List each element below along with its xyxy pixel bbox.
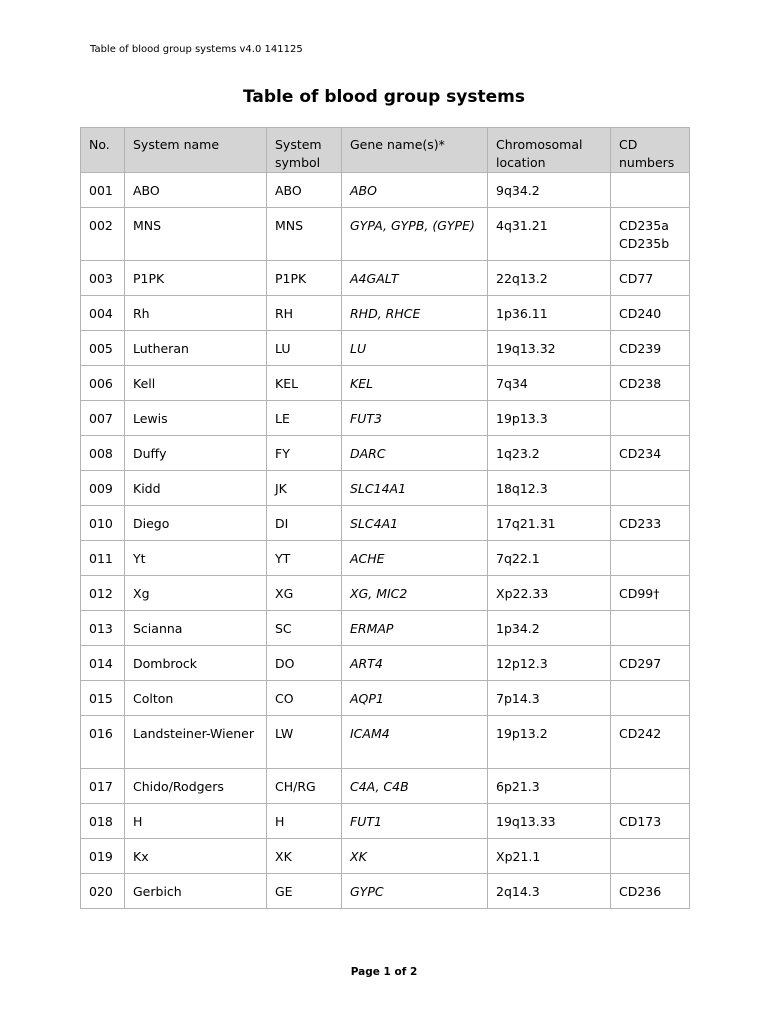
cell-chromosomal-location: 19q13.33: [488, 804, 611, 839]
cell-gene-names: SLC14A1: [342, 471, 488, 506]
table-row: [81, 436, 690, 471]
table-row: [81, 506, 690, 541]
cell-chromosomal-location: 19p13.3: [488, 401, 611, 436]
cell-system-name: Lewis: [125, 401, 267, 436]
cell-cd-numbers: [611, 681, 690, 716]
cell-no: 007: [81, 401, 125, 436]
cell-system-name: Kell: [125, 366, 267, 401]
cell-system-name: Duffy: [125, 436, 267, 471]
cell-no: 004: [81, 296, 125, 331]
table-row: [81, 646, 690, 681]
cell-system-name: Diego: [125, 506, 267, 541]
cell-system-name: Landsteiner-Wiener: [125, 716, 267, 769]
cell-system-symbol: DI: [267, 506, 342, 541]
cell-no: 020: [81, 874, 125, 909]
cell-no: 019: [81, 839, 125, 874]
cell-cd-numbers: [611, 173, 690, 208]
cell-system-name: Kx: [125, 839, 267, 874]
cell-chromosomal-location: 4q31.21: [488, 208, 611, 261]
cell-system-name: MNS: [125, 208, 267, 261]
cell-system-name: Dombrock: [125, 646, 267, 681]
cell-system-symbol: JK: [267, 471, 342, 506]
table-row: [81, 471, 690, 506]
cell-system-name: P1PK: [125, 261, 267, 296]
table-row: [81, 366, 690, 401]
cell-system-name: ABO: [125, 173, 267, 208]
cell-cd-numbers: CD238: [611, 366, 690, 401]
cell-system-symbol: CH/RG: [267, 769, 342, 804]
table-row: [81, 296, 690, 331]
cell-chromosomal-location: 1p34.2: [488, 611, 611, 646]
cell-gene-names: C4A, C4B: [342, 769, 488, 804]
cell-chromosomal-location: 7q34: [488, 366, 611, 401]
cell-chromosomal-location: 22q13.2: [488, 261, 611, 296]
column-header-system-name: System name: [125, 128, 267, 173]
cell-chromosomal-location: 19p13.2: [488, 716, 611, 769]
cell-system-symbol: DO: [267, 646, 342, 681]
cell-cd-numbers: CD235a CD235b: [611, 208, 690, 261]
cell-system-symbol: FY: [267, 436, 342, 471]
cell-cd-numbers: CD233: [611, 506, 690, 541]
column-header-gene-names: Gene name(s)*: [342, 128, 488, 173]
cell-system-symbol: XG: [267, 576, 342, 611]
page-number: Page 1 of 2: [350, 966, 418, 978]
column-header-system-symbol: System symbol: [267, 128, 342, 173]
table-row: [81, 576, 690, 611]
cell-system-symbol: MNS: [267, 208, 342, 261]
cell-system-symbol: P1PK: [267, 261, 342, 296]
cell-system-name: Gerbich: [125, 874, 267, 909]
cell-chromosomal-location: Xp22.33: [488, 576, 611, 611]
cell-cd-numbers: [611, 839, 690, 874]
cell-system-symbol: H: [267, 804, 342, 839]
cell-cd-numbers: CD240: [611, 296, 690, 331]
table-row: [81, 681, 690, 716]
cell-cd-numbers: CD236: [611, 874, 690, 909]
cell-cd-numbers: CD234: [611, 436, 690, 471]
cell-system-name: Colton: [125, 681, 267, 716]
table-row: [81, 804, 690, 839]
cell-gene-names: XK: [342, 839, 488, 874]
cell-system-symbol: LE: [267, 401, 342, 436]
cell-chromosomal-location: 1p36.11: [488, 296, 611, 331]
page-title: Table of blood group systems: [243, 87, 525, 107]
cell-gene-names: FUT3: [342, 401, 488, 436]
cell-system-symbol: GE: [267, 874, 342, 909]
document-header: Table of blood group systems v4.0 141125: [90, 44, 303, 55]
cell-system-symbol: YT: [267, 541, 342, 576]
cell-system-symbol: ABO: [267, 173, 342, 208]
table-row: [81, 769, 690, 804]
cell-gene-names: ABO: [342, 173, 488, 208]
cell-no: 005: [81, 331, 125, 366]
cell-chromosomal-location: 6p21.3: [488, 769, 611, 804]
table-row: [81, 716, 690, 769]
table-row: [81, 331, 690, 366]
cell-system-name: Kidd: [125, 471, 267, 506]
cell-no: 013: [81, 611, 125, 646]
cell-gene-names: AQP1: [342, 681, 488, 716]
cell-no: 002: [81, 208, 125, 261]
table-header-row: [81, 128, 690, 173]
blood-group-table: [80, 127, 690, 909]
cell-cd-numbers: [611, 541, 690, 576]
cell-gene-names: A4GALT: [342, 261, 488, 296]
table-row: [81, 874, 690, 909]
cell-chromosomal-location: 9q34.2: [488, 173, 611, 208]
column-header-cd-numbers: CD numbers: [611, 128, 690, 173]
cell-cd-numbers: CD297: [611, 646, 690, 681]
cell-chromosomal-location: 18q12.3: [488, 471, 611, 506]
cell-cd-numbers: CD173: [611, 804, 690, 839]
cell-system-symbol: LU: [267, 331, 342, 366]
cell-gene-names: GYPC: [342, 874, 488, 909]
cell-gene-names: ART4: [342, 646, 488, 681]
table-row: [81, 401, 690, 436]
cell-no: 001: [81, 173, 125, 208]
cell-cd-numbers: [611, 401, 690, 436]
cell-no: 008: [81, 436, 125, 471]
cell-no: 014: [81, 646, 125, 681]
table-row: [81, 541, 690, 576]
cell-cd-numbers: [611, 611, 690, 646]
cell-gene-names: XG, MIC2: [342, 576, 488, 611]
cell-gene-names: SLC4A1: [342, 506, 488, 541]
cell-system-name: Scianna: [125, 611, 267, 646]
cell-no: 011: [81, 541, 125, 576]
cell-no: 012: [81, 576, 125, 611]
cell-system-symbol: CO: [267, 681, 342, 716]
cell-cd-numbers: CD239: [611, 331, 690, 366]
cell-cd-numbers: CD77: [611, 261, 690, 296]
column-header-no: No.: [81, 128, 125, 173]
cell-system-symbol: LW: [267, 716, 342, 769]
cell-system-name: Xg: [125, 576, 267, 611]
cell-gene-names: ERMAP: [342, 611, 488, 646]
table-row: [81, 208, 690, 261]
cell-chromosomal-location: 7q22.1: [488, 541, 611, 576]
cell-gene-names: KEL: [342, 366, 488, 401]
table-row: [81, 839, 690, 874]
cell-chromosomal-location: 17q21.31: [488, 506, 611, 541]
cell-gene-names: RHD, RHCE: [342, 296, 488, 331]
cell-no: 010: [81, 506, 125, 541]
cell-cd-numbers: CD99†: [611, 576, 690, 611]
table-row: [81, 261, 690, 296]
cell-no: 015: [81, 681, 125, 716]
cell-gene-names: DARC: [342, 436, 488, 471]
cell-cd-numbers: CD242: [611, 716, 690, 769]
cell-cd-numbers: [611, 471, 690, 506]
cell-system-name: H: [125, 804, 267, 839]
cell-cd-numbers: [611, 769, 690, 804]
cell-chromosomal-location: 2q14.3: [488, 874, 611, 909]
cell-gene-names: LU: [342, 331, 488, 366]
cell-system-name: Yt: [125, 541, 267, 576]
cell-no: 018: [81, 804, 125, 839]
table-row: [81, 611, 690, 646]
column-header-chromosomal-location: Chromosomal location: [488, 128, 611, 173]
cell-system-symbol: KEL: [267, 366, 342, 401]
cell-chromosomal-location: 1q23.2: [488, 436, 611, 471]
cell-system-name: Lutheran: [125, 331, 267, 366]
cell-system-name: Chido/Rodgers: [125, 769, 267, 804]
cell-gene-names: FUT1: [342, 804, 488, 839]
cell-chromosomal-location: 7p14.3: [488, 681, 611, 716]
cell-no: 009: [81, 471, 125, 506]
cell-system-symbol: RH: [267, 296, 342, 331]
cell-chromosomal-location: Xp21.1: [488, 839, 611, 874]
cell-no: 003: [81, 261, 125, 296]
table-row: [81, 173, 690, 208]
cell-system-symbol: XK: [267, 839, 342, 874]
cell-gene-names: ICAM4: [342, 716, 488, 769]
cell-gene-names: GYPA, GYPB, (GYPE): [342, 208, 488, 261]
cell-system-symbol: SC: [267, 611, 342, 646]
cell-chromosomal-location: 12p12.3: [488, 646, 611, 681]
cell-system-name: Rh: [125, 296, 267, 331]
cell-chromosomal-location: 19q13.32: [488, 331, 611, 366]
cell-no: 017: [81, 769, 125, 804]
cell-gene-names: ACHE: [342, 541, 488, 576]
cell-no: 016: [81, 716, 125, 769]
cell-no: 006: [81, 366, 125, 401]
